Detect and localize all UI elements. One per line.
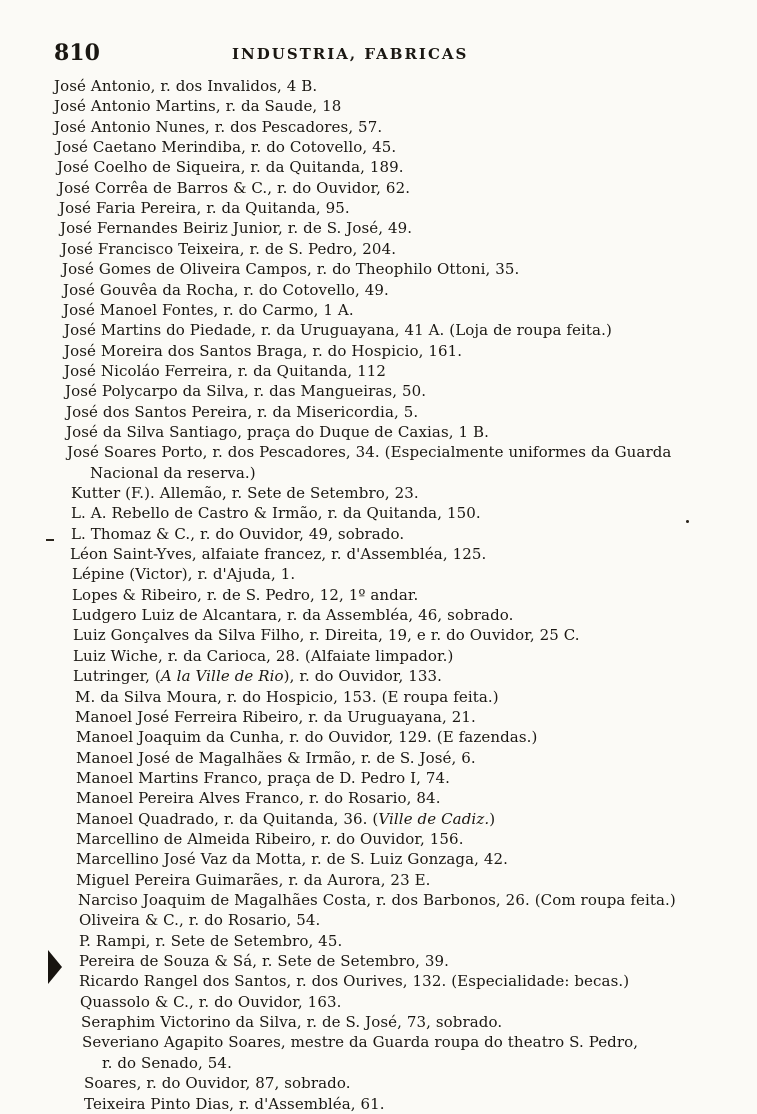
entry-seraphim-victorino: Seraphim Victorino da Silva, r. de S. José, 73, sobrado. — [81, 1013, 503, 1031]
entry-manoel-jose-ferreira: Manoel José Ferreira Ribeiro, r. da Uruguayana, 21. — [75, 708, 476, 726]
entry-teixeira-pinto-dias: Teixeira Pinto Dias, r. d'Assembléa, 61. — [84, 1095, 385, 1113]
entry-jose-polycarpo-da-silva: José Polycarpo da Silva, r. das Mangueiras, 50. — [65, 382, 427, 400]
entry-manoel-pereira-alves: Manoel Pereira Alves Franco, r. do Rosario, 84. — [76, 789, 441, 807]
entry-marcellino-jose-vaz: Marcellino José Vaz da Motta, r. de S. Luiz Gonzaga, 42. — [76, 850, 509, 868]
entry-quassolo: Quassolo & C., r. do Ouvidor, 163. — [80, 993, 342, 1011]
entry-jose-coelho-de-siqueira: José Coelho de Siqueira, r. da Quitanda, 189. — [57, 158, 404, 176]
entry-luiz-wiche: Luiz Wiche, r. da Carioca, 28. (Alfaiate limpador.) — [73, 647, 454, 665]
entry-jose-antonio: José Antonio, r. dos Invalidos, 4 B. — [54, 77, 318, 95]
entry-ludgero-luiz: Ludgero Luiz de Alcantara, r. da Assembléa, 46, sobrado. — [72, 606, 514, 624]
margin-dash-mark — [46, 539, 54, 541]
entry-continuation-senado: r. do Senado, 54. — [102, 1054, 232, 1072]
entry-oliveira-c: Oliveira & C., r. do Rosario, 54. — [79, 911, 321, 929]
entry-jose-dos-santos-pereira: José dos Santos Pereira, r. da Misericordia, 5. — [66, 403, 419, 421]
entry-jose-martins-do-piedade: José Martins do Piedade, r. da Uruguayana, 41 A. (Loja de roupa feita.) — [64, 321, 612, 339]
entry-lopes-ribeiro: Lopes & Ribeiro, r. de S. Pedro, 12, 1º andar. — [72, 586, 419, 604]
entry-jose-francisco-teixeira: José Francisco Teixeira, r. de S. Pedro, 204. — [61, 240, 397, 258]
entry-jose-soares-porto: José Soares Porto, r. dos Pescadores, 34. (Especialmente uniformes da Guarda — [67, 443, 672, 461]
entry-leon-saint-yves: Léon Saint-Yves, alfaiate francez, r. d'Assembléa, 125. — [70, 545, 487, 563]
entry-narciso-joaquim: Narciso Joaquim de Magalhães Costa, r. dos Barbonos, 26. (Com roupa feita.) — [78, 891, 676, 909]
page-number: 810 — [54, 40, 100, 66]
entry-marcellino-de-almeida: Marcellino de Almeida Ribeiro, r. do Ouvidor, 156. — [76, 830, 464, 848]
entry-jose-fernandes-beiriz: José Fernandes Beiriz Junior, r. de S. José, 49. — [60, 219, 413, 237]
entry-jose-caetano-merindiba: José Caetano Merindiba, r. do Cotovello, 45. — [56, 138, 397, 156]
entry-manoel-quadrado — [76, 810, 495, 829]
entry-soares: Soares, r. do Ouvidor, 87, sobrado. — [84, 1074, 351, 1092]
page-header — [54, 40, 694, 70]
entry-jose-moreira-dos-santos: José Moreira dos Santos Braga, r. do Hospicio, 161. — [64, 342, 463, 360]
entry-jose-faria-pereira: José Faria Pereira, r. da Quitanda, 95. — [59, 199, 350, 217]
entry-lutringer-prefix: Lutringer, ( — [73, 667, 161, 685]
entry-jose-antonio-nunes: José Antonio Nunes, r. dos Pescadores, 57. — [54, 118, 383, 136]
entry-pereira-de-souza: Pereira de Souza & Sá, r. Sete de Setembro, 39. — [79, 952, 450, 970]
entry-lutringer-shop-name: A la Ville de Rio — [160, 667, 284, 685]
entry-manoel-joaquim-da-cunha: Manoel Joaquim da Cunha, r. do Ouvidor, 129. (E fazendas.) — [76, 728, 538, 746]
thumb-tab-marker — [48, 950, 62, 984]
entry-jose-gomes-de-oliveira: José Gomes de Oliveira Campos, r. do Theophilo Ottoni, 35. — [62, 260, 520, 278]
entry-severiano-agapito: Severiano Agapito Soares, mestre da Guarda roupa do theatro S. Pedro, — [82, 1033, 639, 1051]
entry-jose-gouvea-da-rocha: José Gouvêa da Rocha, r. do Cotovello, 49. — [63, 281, 389, 299]
entry-jose-correa-de-barros: José Corrêa de Barros & C., r. do Ouvidor, 62. — [58, 179, 411, 197]
ink-speck — [686, 520, 689, 523]
entry-lutringer-suffix: ), r. do Ouvidor, 133. — [283, 667, 443, 685]
entry-jose-da-silva-santiago: José da Silva Santiago, praça do Duque de Caxias, 1 B. — [66, 423, 489, 441]
entry-manoel-quadrado-suffix: ) — [489, 810, 496, 828]
entry-p-rampi: P. Rampi, r. Sete de Setembro, 45. — [79, 932, 343, 950]
entry-manoel-martins-franco: Manoel Martins Franco, praça de D. Pedro I, 74. — [76, 769, 450, 787]
entry-m-da-silva-moura: M. da Silva Moura, r. do Hospicio, 153. (E roupa feita.) — [75, 688, 499, 706]
entry-manoel-quadrado-shop-name: Ville de Cadiz. — [378, 810, 490, 828]
entry-l-thomaz: L. Thomaz & C., r. do Ouvidor, 49, sobrado. — [71, 525, 405, 543]
entry-lutringer — [73, 667, 442, 686]
entry-ricardo-rangel: Ricardo Rangel dos Santos, r. dos Ourives, 132. (Especialidade: becas.) — [79, 972, 630, 990]
entry-lepine: Lépine (Victor), r. d'Ajuda, 1. — [72, 565, 296, 583]
entry-jose-antonio-martins: José Antonio Martins, r. da Saude, 18 — [54, 97, 342, 115]
running-head: INDUSTRIA, FABRICAS — [232, 45, 469, 63]
entry-l-a-rebello: L. A. Rebello de Castro & Irmão, r. da Quitanda, 150. — [71, 504, 481, 522]
entry-manoel-jose-de-magalhaes: Manoel José de Magalhães & Irmão, r. de S. José, 6. — [76, 749, 476, 767]
entry-jose-nicolao-ferreira: José Nicoláo Ferreira, r. da Quitanda, 112 — [64, 362, 387, 380]
entry-kutter: Kutter (F.). Allemão, r. Sete de Setembro, 23. — [71, 484, 419, 502]
entry-continuation-guarda-nacional: Nacional da reserva.) — [90, 464, 256, 482]
entry-luiz-goncalves: Luiz Gonçalves da Silva Filho, r. Direita, 19, e r. do Ouvidor, 25 C. — [73, 626, 580, 644]
entry-manoel-quadrado-prefix: Manoel Quadrado, r. da Quitanda, 36. ( — [76, 810, 379, 828]
entry-jose-manoel-fontes: José Manoel Fontes, r. do Carmo, 1 A. — [63, 301, 354, 319]
entry-miguel-pereira: Miguel Pereira Guimarães, r. da Aurora, 23 E. — [76, 871, 431, 889]
